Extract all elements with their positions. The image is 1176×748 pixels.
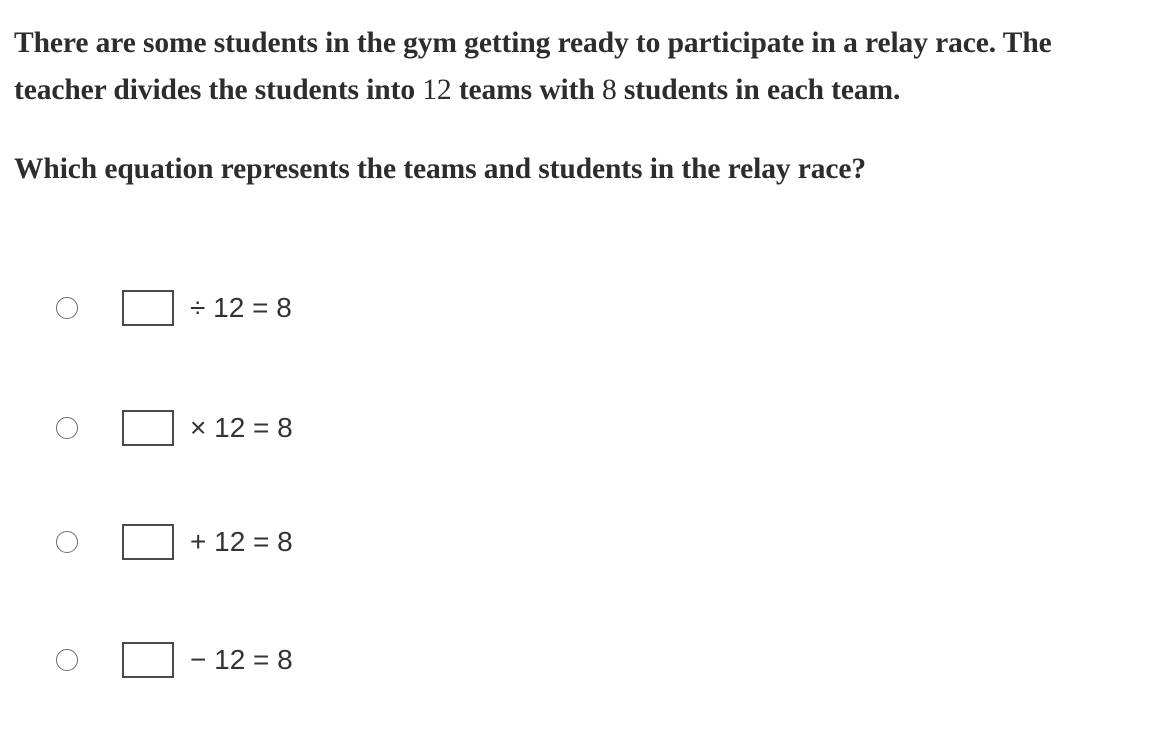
choice-d-radio[interactable] [56,649,78,671]
choice-b-blank-box [122,410,174,446]
question-text [14,20,1164,193]
teams-count: 12 [422,74,452,106]
question-line-2-mid: teams with [451,74,602,106]
question-line-2-end: students in each team. [616,74,901,106]
choice-d-equation: − 12 = 8 [190,644,293,675]
choice-c-equation: + 12 = 8 [190,526,293,557]
question-line-2-start: teacher divides the students into [14,74,423,106]
choice-c[interactable] [56,522,293,562]
choice-a-equation: ÷ 12 = 8 [190,292,292,323]
choice-d-blank-box [122,642,174,678]
choice-a-blank-box [122,290,174,326]
choice-a-radio[interactable] [56,297,78,319]
question-stem [14,20,1164,114]
choice-a[interactable] [56,288,292,328]
choice-b-radio[interactable] [56,417,78,439]
choice-b-equation: × 12 = 8 [190,412,293,443]
choice-b[interactable] [56,408,293,448]
question-prompt: Which equation represents the teams and students in the relay race? [14,153,867,185]
choice-c-radio[interactable] [56,531,78,553]
choice-d[interactable] [56,640,293,680]
students-per-team: 8 [601,74,617,106]
question-line-1: There are some students in the gym getting ready to participate in a relay race. The [14,27,1052,59]
choice-c-blank-box [122,524,174,560]
